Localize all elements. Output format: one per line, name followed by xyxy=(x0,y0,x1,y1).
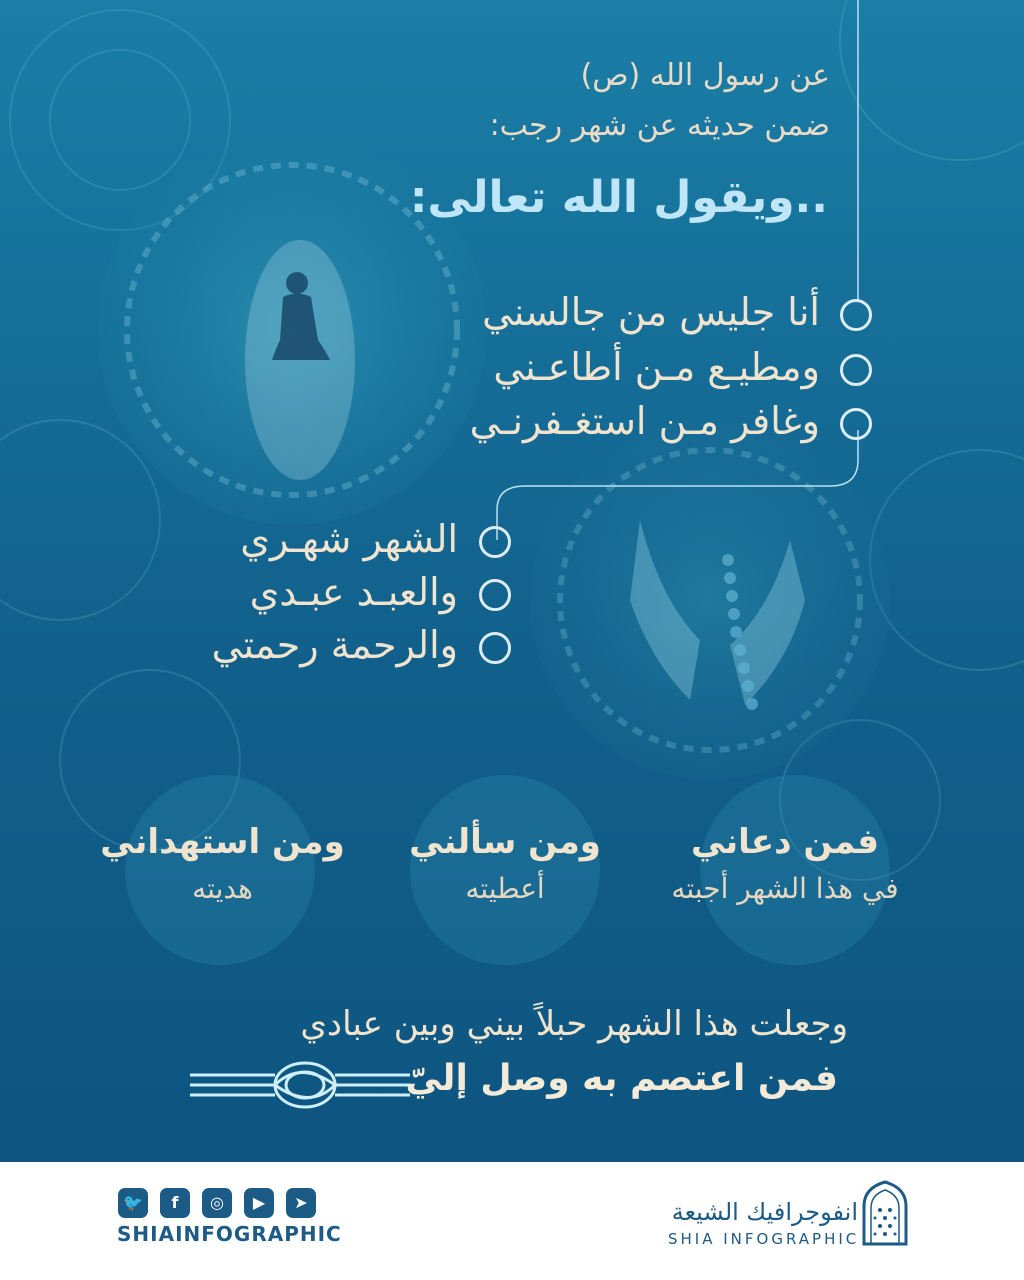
youtube-icon[interactable]: ▶ xyxy=(244,1188,274,1218)
bullet-ring-icon xyxy=(840,299,872,331)
list-item: الشهر شهـري xyxy=(240,517,458,561)
brand-name-english: SHIA INFOGRAPHIC xyxy=(668,1230,860,1248)
column-title: فمن دعاني xyxy=(690,822,880,862)
column-subtitle: أعطيته xyxy=(465,872,545,905)
headline: ..ويقول الله تعالى: xyxy=(409,172,828,223)
intro-line-2: ضمن حديثه عن شهر رجب: xyxy=(489,108,830,143)
closing-line-1: وجعلت هذا الشهر حبلاً بيني وبين عبادي xyxy=(300,1004,848,1044)
column-title: ومن استهداني xyxy=(100,822,345,862)
social-handle[interactable]: SHIAINFOGRAPHIC xyxy=(117,1222,342,1246)
bullet-ring-icon xyxy=(840,354,872,386)
bullet-ring-icon xyxy=(479,579,511,611)
brand-name-arabic: انفوجرافيك الشيعة xyxy=(671,1198,858,1226)
telegram-icon[interactable]: ➤ xyxy=(286,1188,316,1218)
intro-line-1: عن رسول الله (ص) xyxy=(580,58,830,93)
list-item: والعبـد عبـدي xyxy=(249,570,458,614)
column-subtitle: في هذا الشهر أجبته xyxy=(671,872,899,905)
column-title: ومن سألني xyxy=(409,822,601,862)
twitter-icon[interactable]: 🐦 xyxy=(118,1188,148,1218)
praying-hands-medallion-icon xyxy=(530,420,890,780)
list-item: أنا جليس من جالسني xyxy=(482,290,820,334)
list-item: ومطيـع مـن أطاعـني xyxy=(493,345,820,389)
bullet-ring-icon xyxy=(479,632,511,664)
closing-line-2: فمن اعتصم به وصل إليّ xyxy=(405,1058,838,1099)
column-subtitle: هديته xyxy=(192,872,253,905)
bullet-ring-icon xyxy=(840,408,872,440)
bullet-ring-icon xyxy=(479,526,511,558)
list-item: والرحمة رحمتي xyxy=(211,623,458,667)
list-item: وغافر مـن استغـفرنـي xyxy=(469,399,820,443)
instagram-icon[interactable]: ◎ xyxy=(202,1188,232,1218)
facebook-icon[interactable]: f xyxy=(160,1188,190,1218)
mosque-window-logo-icon xyxy=(860,1180,910,1246)
